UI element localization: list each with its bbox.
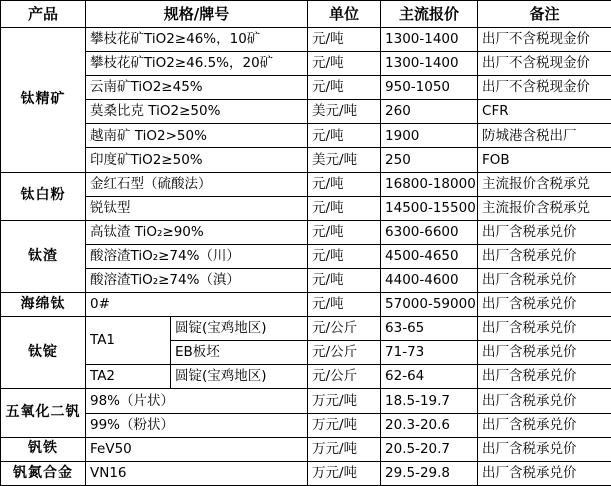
note-cell: CFR xyxy=(478,100,611,124)
price-cell: 20.5-20.7 xyxy=(381,437,478,461)
price-cell: 29.5-29.8 xyxy=(381,461,478,485)
unit-cell: 万元/吨 xyxy=(308,461,381,485)
product-cell: 钛精矿 xyxy=(1,28,86,173)
price-cell: 63-65 xyxy=(381,317,478,341)
spec-form-cell: EB板坯 xyxy=(171,341,308,365)
table-row xyxy=(1,365,611,389)
product-cell: 钛锭 xyxy=(1,317,86,389)
spec-cell: 云南矿TiO2≥45% xyxy=(86,76,308,100)
spec-cell: FeV50 xyxy=(86,437,308,461)
product-cell: 钛渣 xyxy=(1,220,86,292)
note-cell: 出厂含税承兑价 xyxy=(478,341,611,365)
unit-cell: 万元/吨 xyxy=(308,389,381,413)
unit-cell: 元/吨 xyxy=(308,28,381,52)
product-cell: 海绵钛 xyxy=(1,293,86,317)
price-cell: 1900 xyxy=(381,124,478,148)
note-cell: 出厂不含税现金价 xyxy=(478,76,611,100)
col-header-unit: 单位 xyxy=(308,1,381,28)
unit-cell: 元/吨 xyxy=(308,293,381,317)
table-row xyxy=(1,100,611,124)
spec-cell: 99%（粉状） xyxy=(86,413,308,437)
unit-cell: 元/吨 xyxy=(308,172,381,196)
price-cell: 250 xyxy=(381,148,478,172)
note-cell: 主流报价含税承兑 xyxy=(478,196,611,220)
note-cell: 出厂含税承兑价 xyxy=(478,268,611,292)
note-cell: 出厂含税承兑价 xyxy=(478,461,611,485)
price-cell: 62-64 xyxy=(381,365,478,389)
product-cell: 钒铁 xyxy=(1,437,86,461)
price-cell: 14500-15500 xyxy=(381,196,478,220)
spec-cell: 攀枝花矿TiO2≥46.5%，20矿 xyxy=(86,52,308,76)
unit-cell: 元/吨 xyxy=(308,52,381,76)
unit-cell: 元/吨 xyxy=(308,220,381,244)
col-header-price: 主流报价 xyxy=(381,1,478,28)
price-cell: 20.3-20.6 xyxy=(381,413,478,437)
unit-cell: 美元/吨 xyxy=(308,100,381,124)
table-row xyxy=(1,148,611,172)
table-row xyxy=(1,437,611,461)
spec-cell: 酸溶渣TiO₂≥74%（滇） xyxy=(86,268,308,292)
col-header-product: 产品 xyxy=(1,1,86,28)
header-row xyxy=(1,1,611,28)
col-header-note: 备注 xyxy=(478,1,611,28)
spec-grade-cell: TA1 xyxy=(86,317,171,365)
table-row xyxy=(1,413,611,437)
unit-cell: 元/吨 xyxy=(308,196,381,220)
table-row xyxy=(1,317,611,341)
price-cell: 4500-4650 xyxy=(381,244,478,268)
table-row xyxy=(1,28,611,52)
note-cell: 出厂含税承兑价 xyxy=(478,293,611,317)
unit-cell: 元/公斤 xyxy=(308,365,381,389)
table-row xyxy=(1,196,611,220)
note-cell: 出厂含税承兑价 xyxy=(478,389,611,413)
spec-cell: 高钛渣 TiO₂≥90% xyxy=(86,220,308,244)
unit-cell: 元/吨 xyxy=(308,244,381,268)
table-row xyxy=(1,268,611,292)
note-cell: 出厂含税承兑价 xyxy=(478,437,611,461)
note-cell: FOB xyxy=(478,148,611,172)
note-cell: 出厂含税承兑价 xyxy=(478,244,611,268)
note-cell: 出厂不含税现金价 xyxy=(478,28,611,52)
table-row xyxy=(1,124,611,148)
spec-cell: VN16 xyxy=(86,461,308,485)
spec-cell: 锐钛型 xyxy=(86,196,308,220)
table-row xyxy=(1,461,611,485)
unit-cell: 万元/吨 xyxy=(308,437,381,461)
table-row xyxy=(1,76,611,100)
price-cell: 4400-4600 xyxy=(381,268,478,292)
price-cell: 18.5-19.7 xyxy=(381,389,478,413)
col-header-spec: 规格/牌号 xyxy=(86,1,308,28)
price-cell: 950-1050 xyxy=(381,76,478,100)
spec-cell: 攀枝花矿TiO2≥46%，10矿 xyxy=(86,28,308,52)
spec-cell: 0# xyxy=(86,293,308,317)
spec-cell: 越南矿 TiO2>50% xyxy=(86,124,308,148)
spec-cell: 98%（片状） xyxy=(86,389,308,413)
unit-cell: 元/公斤 xyxy=(308,317,381,341)
note-cell: 防城港含税出厂 xyxy=(478,124,611,148)
spec-cell: 酸溶渣TiO₂≥74%（川） xyxy=(86,244,308,268)
unit-cell: 万元/吨 xyxy=(308,413,381,437)
unit-cell: 元/吨 xyxy=(308,268,381,292)
price-cell: 1300-1400 xyxy=(381,52,478,76)
note-cell: 出厂含税承兑价 xyxy=(478,365,611,389)
note-cell: 出厂不含税现金价 xyxy=(478,52,611,76)
price-cell: 1300-1400 xyxy=(381,28,478,52)
note-cell: 出厂含税承兑价 xyxy=(478,413,611,437)
table-row xyxy=(1,293,611,317)
product-cell: 钒氮合金 xyxy=(1,461,86,485)
table-row xyxy=(1,172,611,196)
price-cell: 57000-59000 xyxy=(381,293,478,317)
spec-cell: 金红石型（硫酸法） xyxy=(86,172,308,196)
spec-form-cell: 圆锭(宝鸡地区) xyxy=(171,365,308,389)
product-cell: 五氧化二钒 xyxy=(1,389,86,437)
spec-cell: 莫桑比克 TiO2≥50% xyxy=(86,100,308,124)
price-cell: 71-73 xyxy=(381,341,478,365)
spec-form-cell: 圆锭(宝鸡地区) xyxy=(171,317,308,341)
table-row xyxy=(1,220,611,244)
table-row xyxy=(1,244,611,268)
price-cell: 260 xyxy=(381,100,478,124)
note-cell: 主流报价含税承兑 xyxy=(478,172,611,196)
spec-grade-cell: TA2 xyxy=(86,365,171,389)
unit-cell: 元/吨 xyxy=(308,76,381,100)
product-cell: 钛白粉 xyxy=(1,172,86,220)
price-cell: 6300-6600 xyxy=(381,220,478,244)
note-cell: 出厂含税承兑价 xyxy=(478,220,611,244)
unit-cell: 元/公斤 xyxy=(308,341,381,365)
table-row xyxy=(1,52,611,76)
unit-cell: 元/吨 xyxy=(308,124,381,148)
spec-cell: 印度矿TiO2≥50% xyxy=(86,148,308,172)
note-cell: 出厂含税承兑价 xyxy=(478,317,611,341)
price-cell: 16800-18000 xyxy=(381,172,478,196)
table-row xyxy=(1,389,611,413)
unit-cell: 美元/吨 xyxy=(308,148,381,172)
